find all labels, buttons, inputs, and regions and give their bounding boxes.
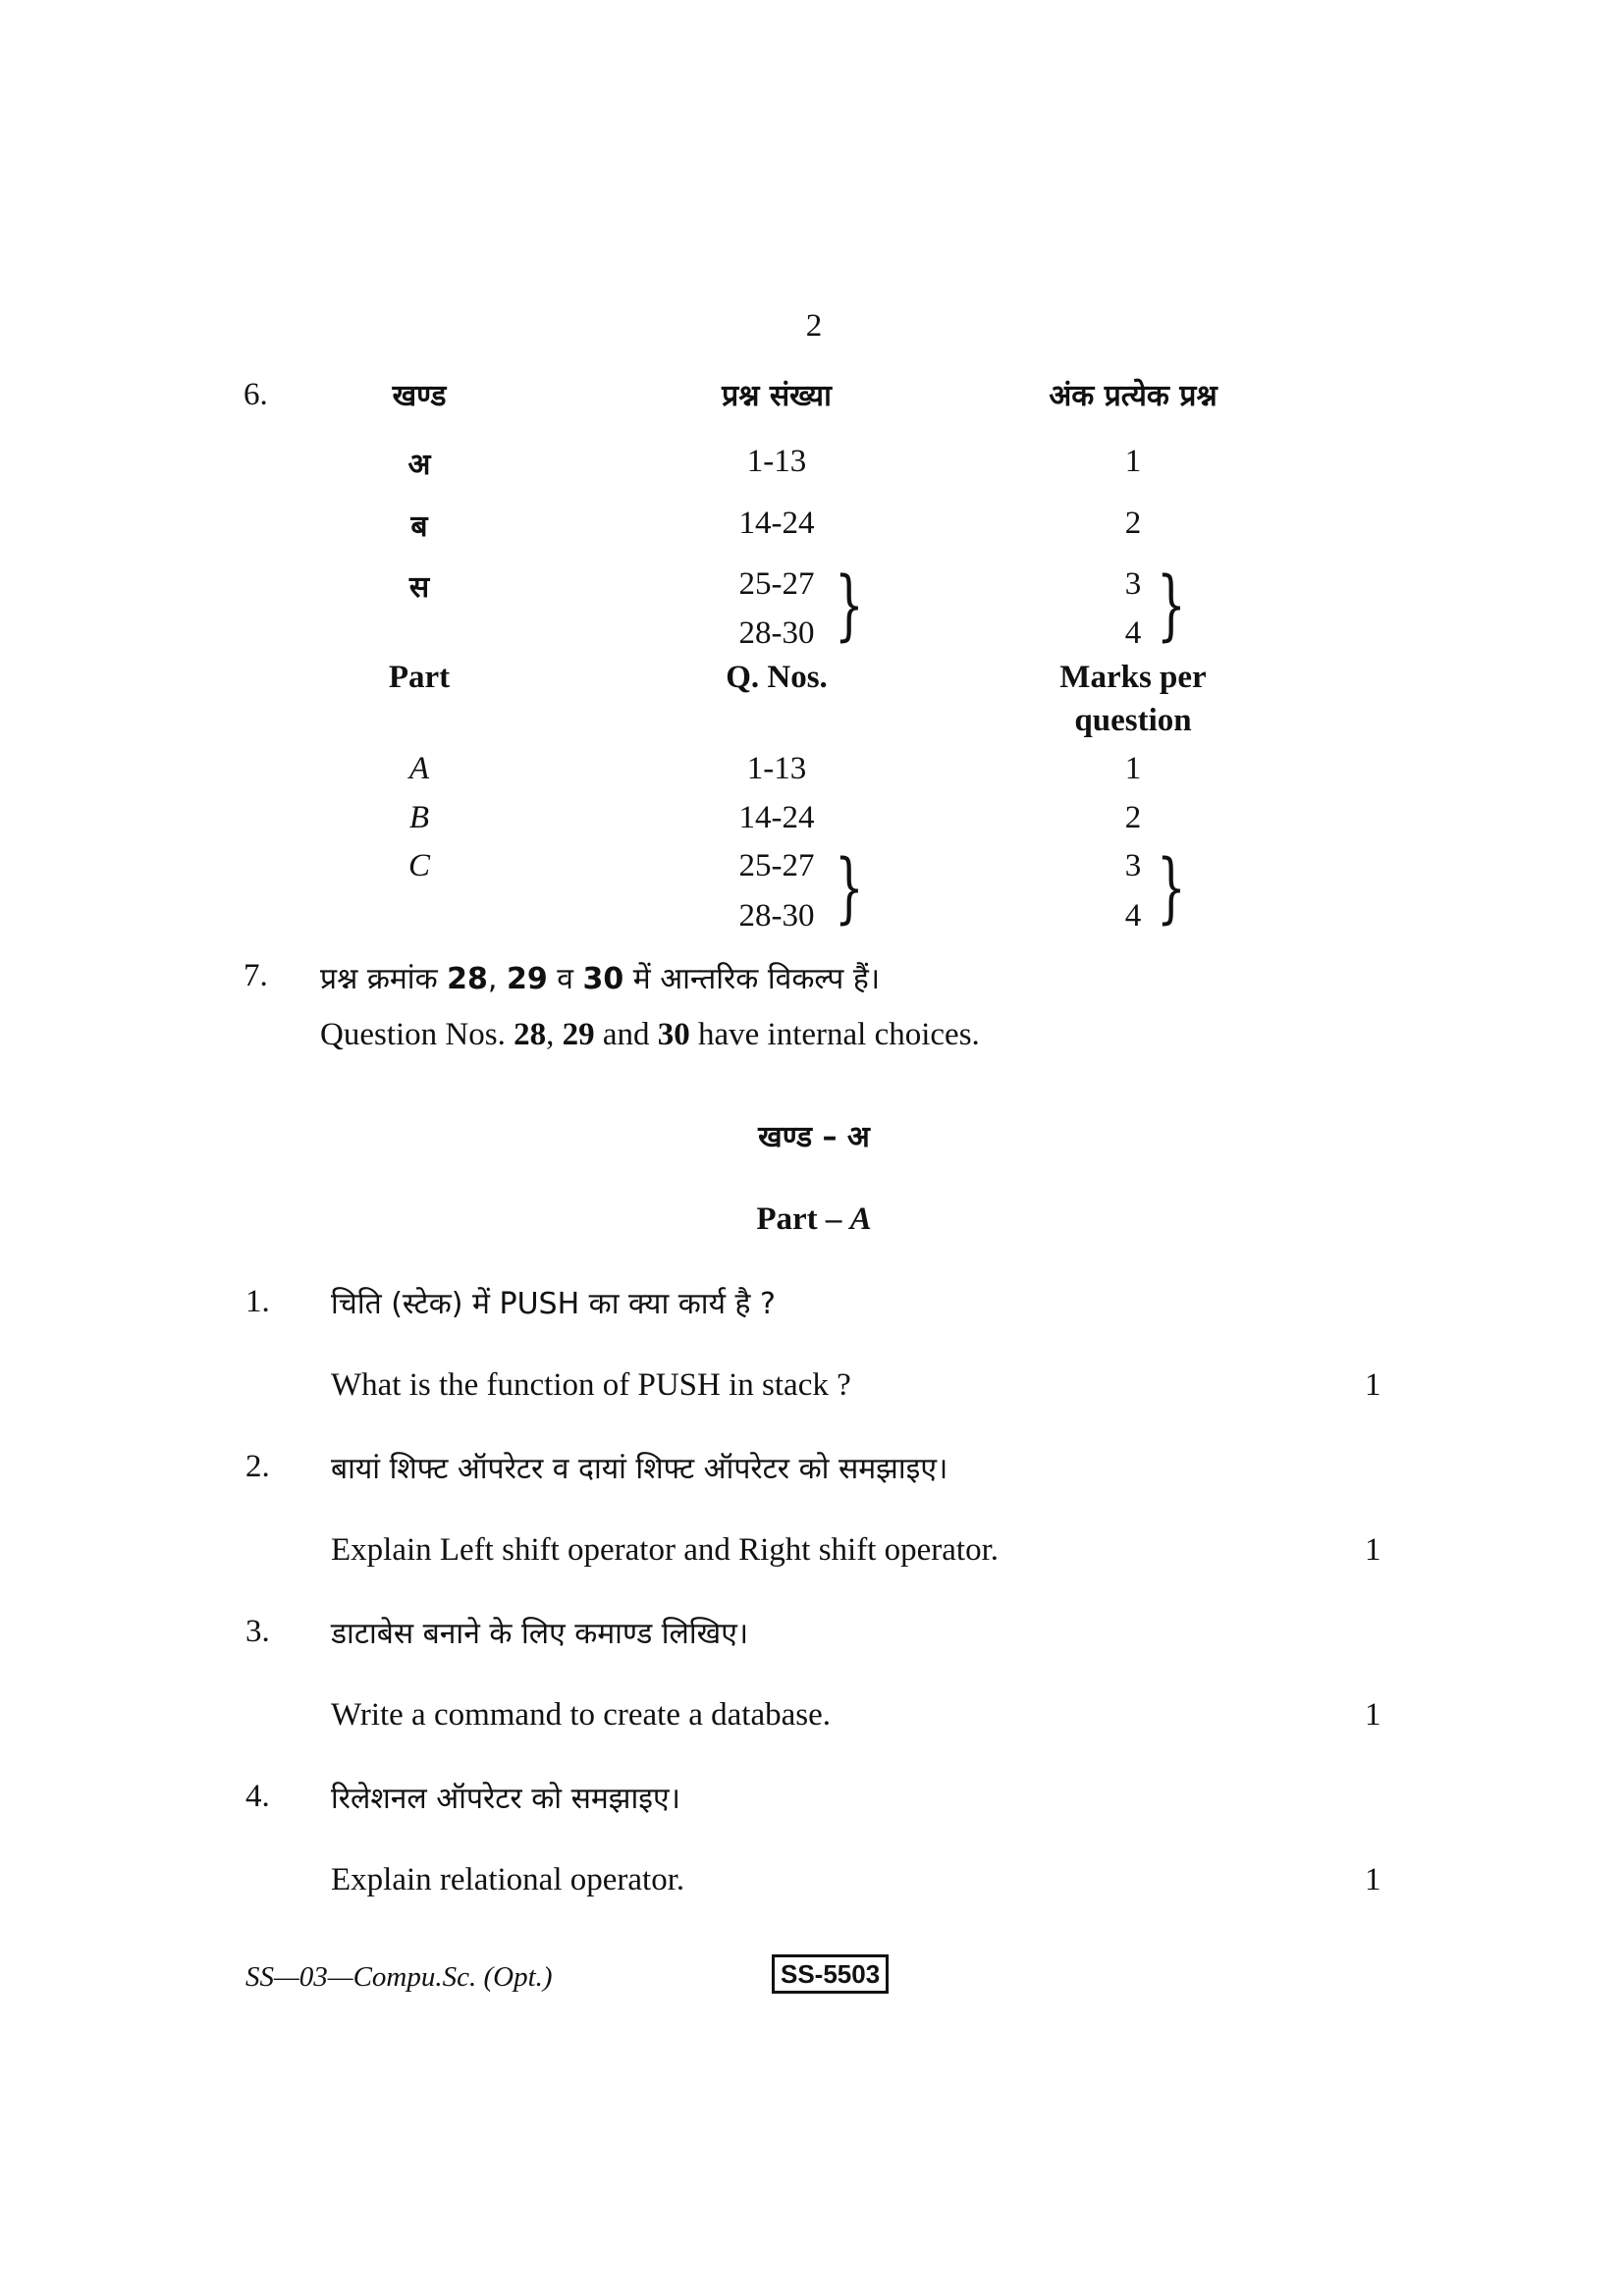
header-qnos: Q. Nos. [726,660,828,695]
header-marks-hindi: अंक प्रत्येक प्रश्न [1049,379,1217,413]
marks-value: 4 [1124,898,1142,934]
qnos-value: 14-24 [738,506,815,541]
instruction-7-english: Question Nos. 28, 29 and 30 have internal choices. [320,1017,980,1052]
part-label: अ [407,448,431,482]
marks-value: 1 [1124,751,1142,786]
right-brace-icon: } [1157,561,1186,650]
header-marks-line2: question [1074,703,1192,738]
section-title-english: Part – A [756,1201,872,1237]
question-number: 1. [245,1284,270,1319]
question-hindi: चिति (स्टेक) में PUSH का क्या कार्य है ? [331,1287,776,1321]
header-part-hindi: खण्ड [392,379,447,413]
instruction-number: 7. [243,958,268,993]
instruction-7-hindi: प्रश्न क्रमांक 28, 29 व 30 में आन्तरिक विकल्प हैं। [320,962,881,996]
footer-boxed-code: SS-5503 [772,1954,889,1994]
question-marks: 1 [1365,1532,1381,1568]
question-hindi: डाटाबेस बनाने के लिए कमाण्ड लिखिए। [331,1617,749,1651]
header-marks-line1: Marks per [1059,660,1207,695]
qnos-value: 1-13 [746,444,807,479]
question-hindi: बायां शिफ्ट ऑपरेटर व दायां शिफ्ट ऑपरेटर को समझाइए। [331,1452,948,1486]
footer-paper-code: SS—03—Compu.Sc. (Opt.) [245,1961,553,1993]
marks-value: 3 [1124,848,1142,883]
part-label: C [407,848,431,883]
question-hindi: रिलेशनल ऑपरेटर को समझाइए। [331,1782,680,1816]
marks-value: 1 [1124,444,1142,479]
qnos-value: 14-24 [738,800,815,835]
question-english: Explain Left shift operator and Right shift operator. [331,1532,999,1568]
right-brace-icon: } [1157,844,1186,933]
section-title-hindi: खण्ड – अ [758,1120,870,1154]
right-brace-icon: } [835,561,864,650]
question-english: Explain relational operator. [331,1862,685,1897]
question-english: Write a command to create a database. [331,1697,831,1733]
page-number: 2 [805,308,823,344]
header-part: Part [388,660,451,695]
part-label: ब [410,509,428,544]
question-number: 2. [245,1449,270,1484]
qnos-value: 25-27 [738,848,815,883]
qnos-value: 1-13 [746,751,807,786]
marks-value: 3 [1124,566,1142,602]
qnos-value: 25-27 [738,566,815,602]
qnos-value: 28-30 [738,898,815,934]
question-marks: 1 [1365,1862,1381,1897]
part-label: A [408,751,430,786]
part-label: B [408,800,430,835]
instruction-number: 6. [243,377,268,412]
question-number: 3. [245,1614,270,1649]
qnos-value: 28-30 [738,615,815,651]
marks-value: 4 [1124,615,1142,651]
marks-value: 2 [1124,506,1142,541]
question-english: What is the function of PUSH in stack ? [331,1367,851,1403]
question-number: 4. [245,1779,270,1814]
header-qnos-hindi: प्रश्न संख्या [722,379,832,413]
right-brace-icon: } [835,844,864,933]
part-label: स [408,570,430,605]
question-marks: 1 [1365,1367,1381,1403]
marks-value: 2 [1124,800,1142,835]
question-marks: 1 [1365,1697,1381,1733]
